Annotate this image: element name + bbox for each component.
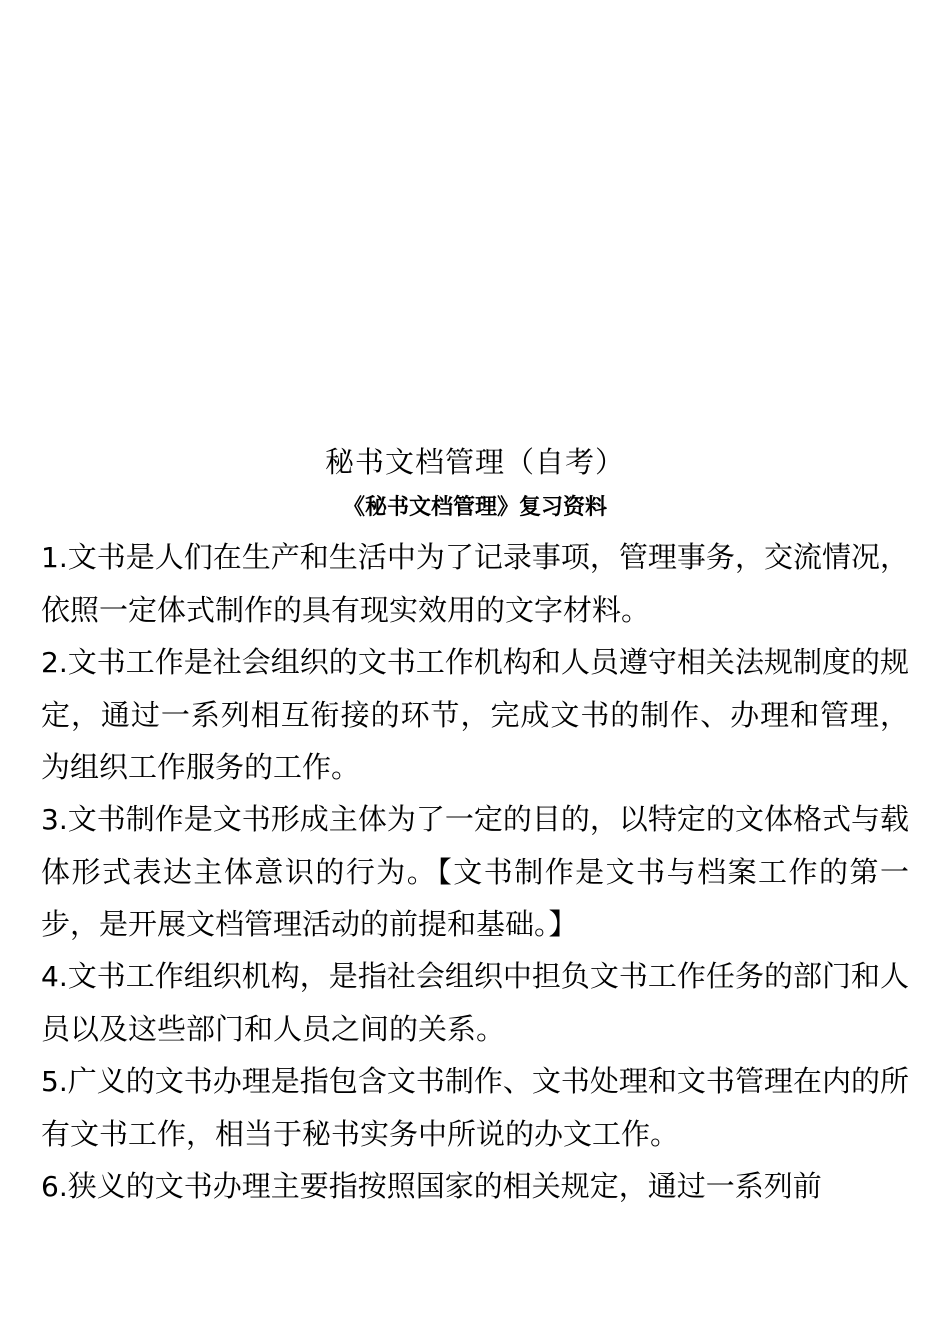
item-text: 文书工作是社会组织的文书工作机构和人员遵守相关法规制度的规定，通过一系列相互衔接的环节，完成文书的制作、办理和管理，为组织工作服务的工作。 bbox=[41, 645, 909, 784]
document-title: 秘书文档管理（自考） bbox=[324, 445, 625, 479]
paragraph-5 bbox=[41, 1055, 909, 1160]
item-text: 文书是人们在生产和生活中为了记录事项，管理事务，交流情况，依照一定体式制作的具有现实效用的文字材料。 bbox=[41, 540, 909, 627]
item-text: 广义的文书办理是指包含文书制作、文书处理和文书管理在内的所有文书工作，相当于秘书实务中所说的办文工作。 bbox=[41, 1064, 909, 1151]
item-number: 2. bbox=[41, 646, 68, 679]
item-number: 1. bbox=[41, 541, 68, 574]
item-text: 狭义的文书办理主要指按照国家的相关规定，通过一系列前 bbox=[67, 1169, 822, 1203]
paragraph-4 bbox=[41, 950, 909, 1055]
item-number: 5. bbox=[41, 1065, 68, 1098]
item-number: 3. bbox=[41, 803, 68, 836]
paragraph-3 bbox=[41, 793, 909, 950]
paragraph-6 bbox=[41, 1160, 909, 1213]
item-text: 文书工作组织机构，是指社会组织中担负文书工作任务的部门和人员以及这些部门和人员之间的关系。 bbox=[41, 959, 909, 1046]
paragraph-1 bbox=[41, 531, 909, 636]
item-text: 文书制作是文书形成主体为了一定的目的，以特定的文体格式与载体形式表达主体意识的行为。【文书制作是文书与档案工作的第一步，是开展文档管理活动的前提和基础。】 bbox=[41, 802, 909, 941]
document-body bbox=[41, 531, 909, 1213]
item-number: 6. bbox=[41, 1170, 68, 1203]
document-subtitle: 《秘书文档管理》复习资料 bbox=[342, 495, 607, 520]
paragraph-2 bbox=[41, 636, 909, 793]
item-number: 4. bbox=[41, 960, 68, 993]
